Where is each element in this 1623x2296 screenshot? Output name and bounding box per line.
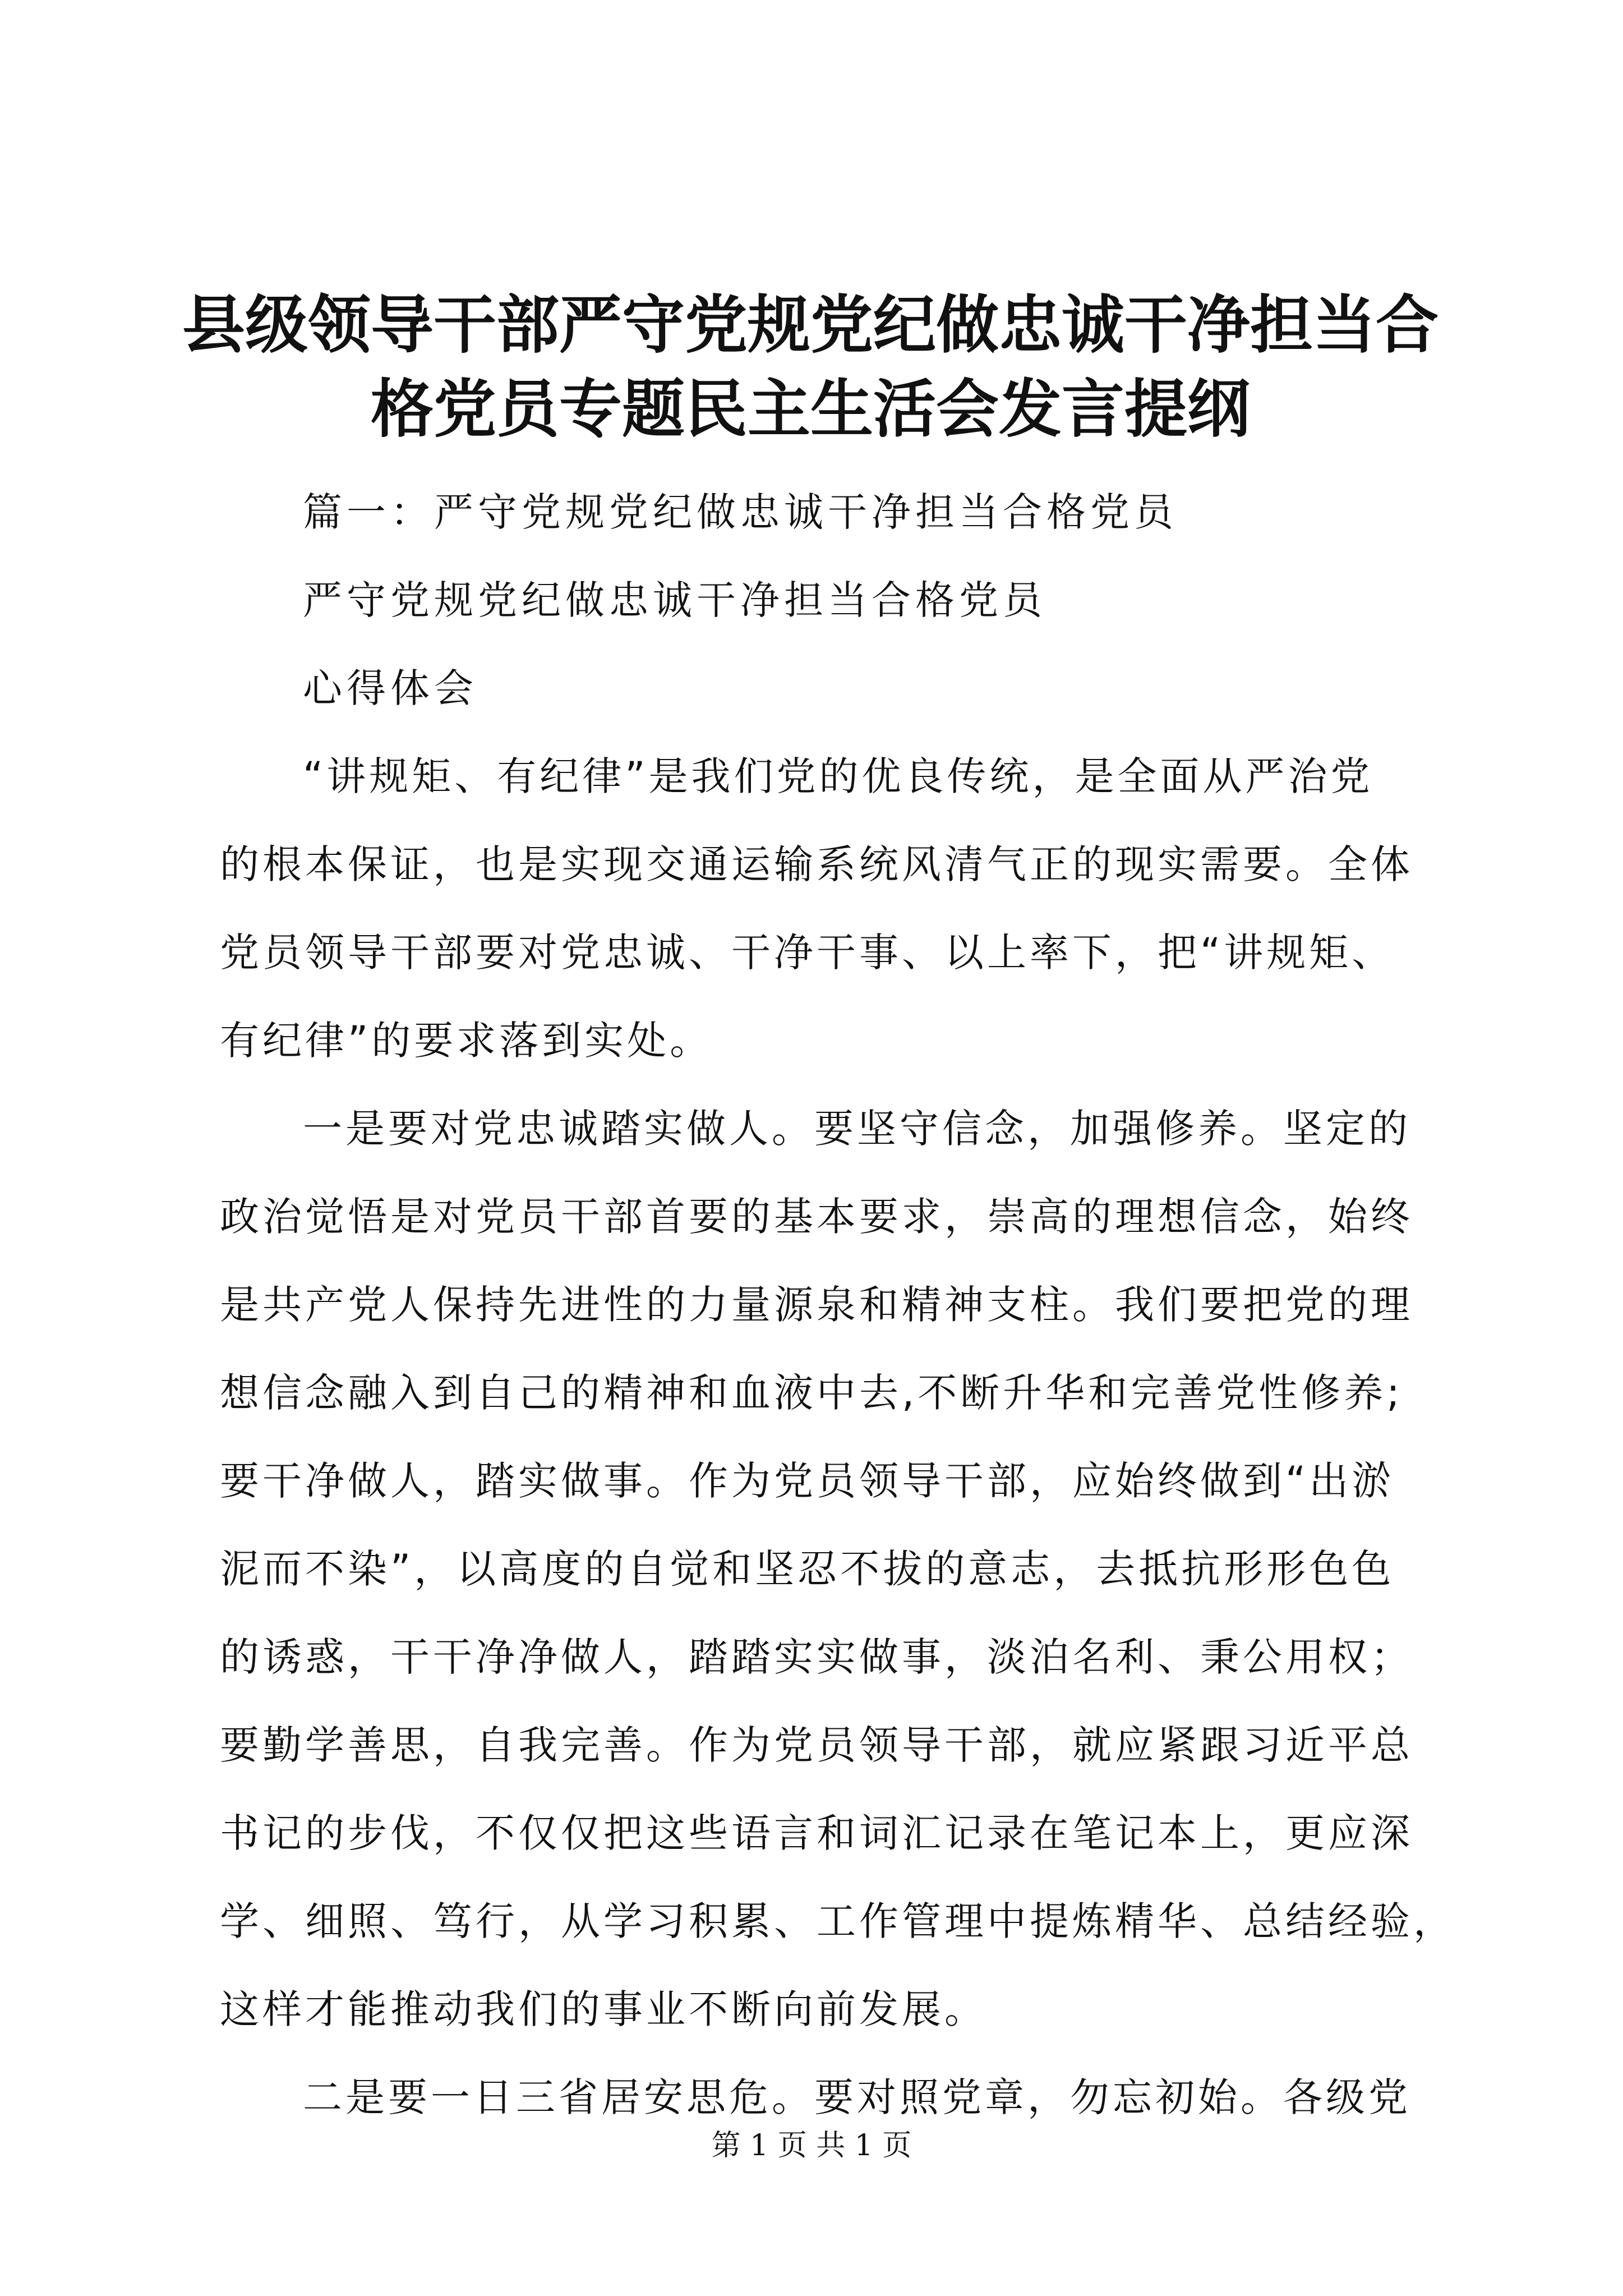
text-line: “讲规矩、有纪律”是我们党的优良传统，是全面从严治党 <box>303 753 1373 799</box>
paragraph-intro <box>220 733 1454 1085</box>
text-line: 学、细照、笃行，从学习积累、工作管理中提炼精华、总结经验， <box>220 1898 1456 1944</box>
text-line: 有纪律”的要求落到实处。 <box>220 1018 713 1064</box>
text-line: 党员领导干部要对党忠诚、干净干事、以上率下，把“讲规矩、 <box>220 930 1395 976</box>
title-line: 县级领导干部严守党规党纪做忠诚干净担当合 <box>182 288 1438 362</box>
text-line: 想信念融入到自己的精神和血液中去,不断升华和完善党性修养; <box>220 1370 1403 1416</box>
document-title <box>168 283 1453 452</box>
text-line: 的诱惑，干干净净做人，踏踏实实做事，淡泊名利、秉公用权； <box>220 1634 1413 1680</box>
article-subtitle: 心得体会 <box>303 665 478 711</box>
page-footer: 第 1 页 共 1 页 <box>711 2129 912 2162</box>
text-line: 是共产党人保持先进性的力量源泉和精神支柱。我们要把党的理 <box>220 1282 1413 1328</box>
text-line: 这样才能推动我们的事业不断向前发展。 <box>220 1986 987 2032</box>
text-line: 一是要对党忠诚踏实做人。要坚守信念，加强修养。坚定的 <box>303 1106 1411 1152</box>
text-line: 书记的步伐，不仅仅把这些语言和词汇记录在笔记本上，更应深 <box>220 1810 1413 1856</box>
text-line: 泥而不染”，以高度的自觉和坚忍不拔的意志，去抵抗形形色色 <box>220 1546 1395 1592</box>
article-title: 严守党规党纪做忠诚干净担当合格党员 <box>303 577 1046 623</box>
section-heading: 篇一：严守党规党纪做忠诚干净担当合格党员 <box>303 489 1178 535</box>
text-line: 的根本保证，也是实现交通运输系统风清气正的现实需要。全体 <box>220 841 1413 887</box>
text-line: 政治觉悟是对党员干部首要的基本要求，崇高的理想信念，始终 <box>220 1194 1413 1240</box>
document-body <box>220 468 1454 2142</box>
text-line: 要干净做人，踏实做事。作为党员领导干部，应始终做到“出淤 <box>220 1458 1395 1504</box>
text-line: 二是要一日三省居安思危。要对照党章，勿忘初始。各级党 <box>303 2074 1411 2120</box>
title-line: 格党员专题民主生活会发言提纲 <box>371 372 1250 446</box>
text-line: 要勤学善思，自我完善。作为党员领导干部，就应紧跟习近平总 <box>220 1722 1413 1768</box>
paragraph-point-one <box>220 1085 1454 2054</box>
